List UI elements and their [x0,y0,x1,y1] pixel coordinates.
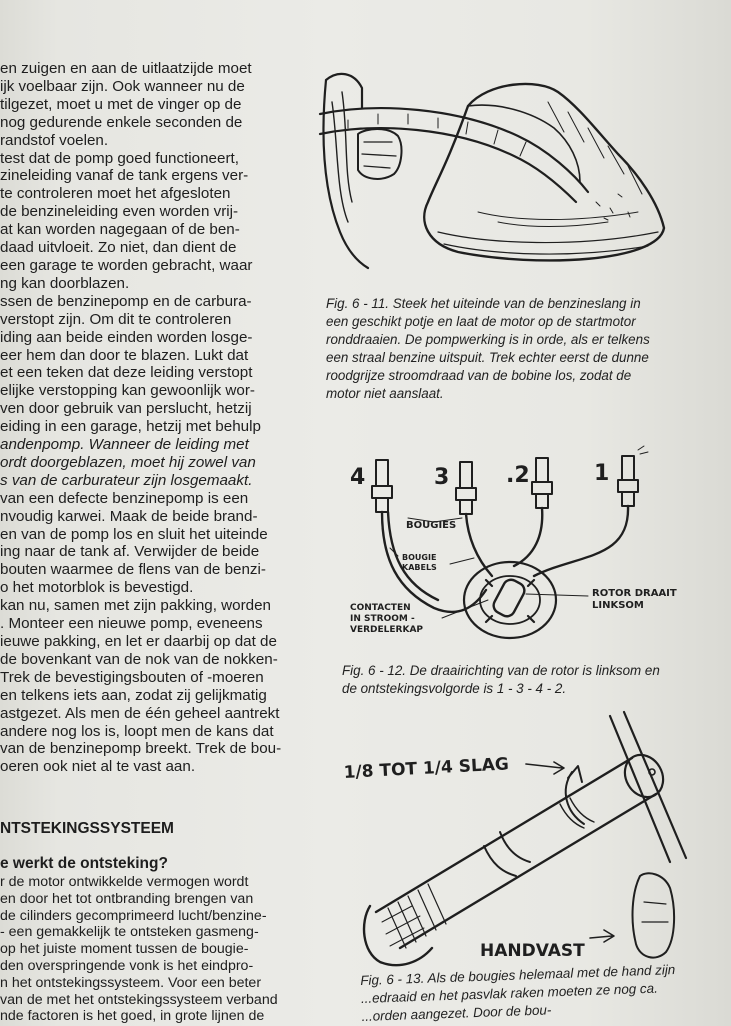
spark-plug-1 [618,446,648,506]
text-line: ing naar de tank af. Verwijder de beide [0,543,260,561]
text-line: Trek de bevestigingsbouten of -moeren [0,668,264,686]
text-line: s van de carburateur zijn losgemaakt. [0,471,253,489]
text-line: andere nog los is, loopt men de kans dat [0,722,274,740]
text-line: iding aan beide einden worden losge- [0,328,253,346]
spark-plug-4 [372,460,392,512]
text-line: o het motorblok is bevestigd. [0,579,194,597]
spark-plug-3 [456,462,476,514]
text-line: eer hem dan door te blazen. Lukt dat [0,346,249,364]
text-line: een geschikt potje en laat de motor op de startmotor [326,313,636,329]
text-line: en van de pomp los en sluit het uiteinde [0,525,268,543]
text-line: andenpomp. Wanneer de leiding met [0,436,249,454]
text-line: de benzineleiding even worden vrij- [0,203,239,221]
text-line: at kan worden nagegaan of de ben- [0,221,240,239]
cylinder-number-2: .2 [506,463,530,488]
cylinder-number-3: 3 [434,465,450,490]
text-line: n het ontstekingssysteem. Voor een beter [0,974,262,991]
text-line: van een defecte benzinepomp is een [0,489,249,507]
text-line: ...edraaid en het pasvlak raken moeten ze nog ca. [360,980,659,1006]
text-line: ieuwe pakking, en let er daarbij op dat de [0,633,277,650]
text-line: - een gemakkelijk te ontsteken gasmeng- [0,924,259,941]
text-line: de ontstekingsvolgorde is 1 - 3 - 4 - 2. [342,680,567,696]
label-bougie-kabels-1: BOUGIE [402,553,437,562]
text-line: . Monteer een nieuwe pomp, eveneens [0,615,263,633]
label-bougie-kabels-2: KABELS [402,563,437,572]
subheading: e werkt de ontsteking? [0,855,168,872]
text-line: eiding in een garage, hetzij met behulp [0,418,261,436]
text-line: en door het tot ontbranding brengen van [0,890,254,907]
fig-6-12-caption [342,662,660,698]
text-line: ronddraaien. De pompwerking is in orde, als er telkens [326,331,650,347]
text-line: verstopt zijn. Om dit te controleren [0,310,232,328]
label-contacten-1: CONTACTEN [350,603,411,613]
section-heading: NTSTEKINGSSYSTEEM [0,820,174,837]
fig-6-13-caption [360,961,677,1026]
fig-6-11-illustration [318,62,670,288]
text-line: nvoudig karwei. Maak de beide brand- [0,507,258,525]
text-line: te controleren moet het afgesloten [0,185,231,203]
text-line: elijke verstopping kan gewoonlijk wor- [0,382,255,400]
label-contacten-2: IN STROOM - [350,614,415,624]
text-line: test dat de pomp goed functioneert, [0,149,239,167]
text-line: ng kan doorblazen. [0,274,130,292]
text-line: de cilinders gecomprimeerd lucht/benzine- [0,907,267,924]
text-line: Fig. 6 - 13. Als de bougies helemaal met de hand zijn [360,962,676,988]
text-line: et een teken dat deze leiding verstopt [0,364,253,382]
text-line: van de benzinepomp breekt. Trek de bou- [0,740,282,758]
fig-6-12-illustration [338,440,678,650]
text-line: den overspringende vonk is het eindpro- [0,957,254,974]
text-line: Fig. 6 - 11. Steek het uiteinde van de benzineslang in [326,296,641,311]
text-line: nog gedurende enkele seconden de [0,113,243,131]
text-line: op het juiste moment tussen de bougie- [0,941,249,958]
text-line: een straal benzine uitspuit. Trek echter eerst de dunne [326,349,649,365]
text-line: nde factoren is het goed, in grote lijnen de [0,1008,265,1025]
body-text-column [0,60,312,776]
text-line: randstof voelen. [0,131,109,149]
text-line: en zuigen en aan de uitlaatzijde moet [0,60,252,77]
text-line: ssen de benzinepomp en de carbura- [0,292,252,310]
fig-6-11-caption [326,295,650,402]
text-line: tilgezet, moet u met de vinger op de [0,95,242,113]
text-line: ijk voelbaar zijn. Ook wanneer nu de [0,77,245,95]
label-rotor-2: LINKSOM [592,600,644,611]
text-line: kan nu, samen met zijn pakking, worden [0,597,271,615]
text-line: de bovenkant van de nok van de nokken- [0,650,278,668]
spark-plug-2 [532,458,552,508]
cylinder-number-1: 1 [594,461,610,486]
label-handvast: HANDVAST [480,941,585,961]
cylinder-number-4: 4 [350,465,366,490]
label-turn-amount: 1/8 TOT 1/4 SLAG [343,754,510,783]
text-line: van de met het ontstekingssysteem verband [0,991,278,1008]
text-line: en telkens iets aan, zodat zij gelijkmatig [0,686,267,704]
text-line: ven door gebruik van perslucht, hetzij [0,400,252,418]
label-bougies: BOUGIES [406,520,457,531]
text-line: een garage te worden gebracht, waar [0,256,253,274]
text-line: roodgrijze stroomdraad van de bobine los, zodat de [326,367,632,383]
text-line: daad uitvloeit. Zo niet, dan dient de [0,239,237,257]
fig-6-13-illustration [340,712,700,972]
text-line: zineleiding vanaf de tank ergens ver- [0,167,249,185]
label-rotor-1: ROTOR DRAAIT [592,588,677,599]
text-line: astgezet. Als men de één geheel aantrekt [0,704,280,722]
text-line: r de motor ontwikkelde vermogen wordt [0,874,249,890]
text-line: ...orden aangezet. Door de bou- [361,1002,552,1024]
text-line: motor niet aanslaat. [326,385,444,401]
text-line: bouten waarmee de flens van de benzi- [0,561,266,579]
text-line: oeren ook niet al te vast aan. [0,758,196,776]
label-contacten-3: VERDELERKAP [350,625,424,635]
text-line: Fig. 6 - 12. De draairichting van de rotor is linksom en [342,663,660,678]
text-line: ordt doorgeblazen, moet hij zowel van [0,453,256,471]
body-text-column-2 [0,874,312,1025]
